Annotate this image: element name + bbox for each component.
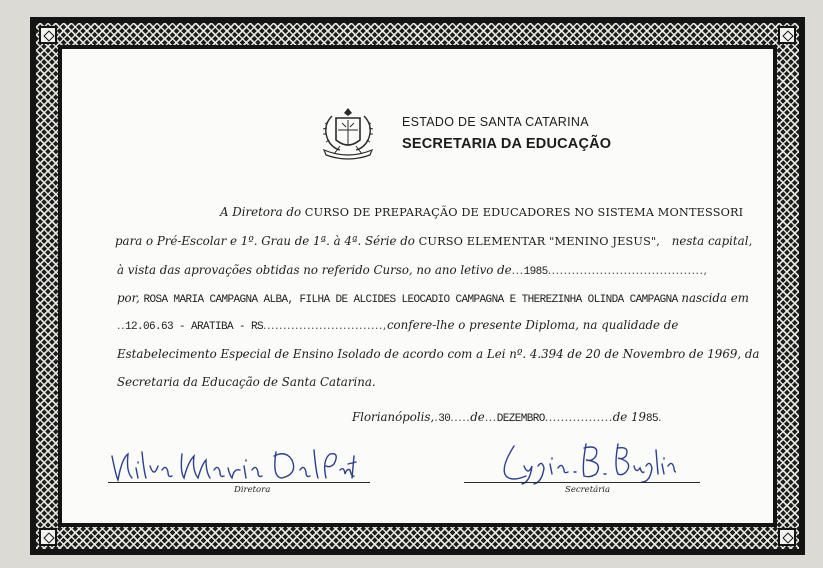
place-text: Florianópolis,	[352, 410, 435, 424]
border-corner-ornament	[39, 528, 57, 546]
por-text: por,	[117, 291, 140, 305]
date-month: DEZEMBRO	[496, 413, 545, 425]
director-label: Diretora	[234, 485, 271, 495]
course-name: CURSO DE PREPARAÇÃO DE EDUCADORES NO SISTEMA MONTESSORI	[304, 206, 744, 219]
date-line: Florianópolis,.30.....de...DEZEMBRO.................de 1985.	[352, 410, 663, 425]
diploma-line-7: Secretaria da Educação de Santa Catarina.	[117, 375, 376, 389]
secretary-signature-icon	[496, 438, 676, 486]
school-year: 1985	[523, 266, 548, 278]
border-corner-ornament	[39, 26, 57, 44]
date-day: 30	[438, 413, 451, 425]
birth-info: 12.06.63 - ARATIBA - RS	[125, 321, 264, 333]
date-de-1: de	[470, 410, 485, 424]
diploma-line-1	[220, 205, 743, 219]
city-text: nesta capital,	[671, 234, 753, 248]
coat-of-arms-icon	[318, 106, 378, 160]
border-corner-ornament	[778, 528, 796, 546]
grade-text: para o Pré-Escolar e 1º. Grau de 1ª. à 4ª. Série do	[115, 234, 415, 248]
diploma-line-5: ..12.06.63 - ARATIBA - RS..............................,confere-lhe o presente Diploma, na qualidade de	[117, 318, 679, 333]
nascida-text: nascida em	[681, 291, 749, 305]
director-signature-line	[108, 482, 370, 483]
date-de-2: de 19	[612, 410, 647, 424]
conferral-text: confere-lhe o presente Diploma, na qualidade de	[386, 318, 679, 332]
secretary-label: Secretária	[565, 485, 611, 495]
state-title: ESTADO DE SANTA CATARINA	[402, 115, 589, 129]
secretary-signature-line	[464, 482, 700, 483]
secretaria-title: SECRETARIA DA EDUCAÇÃO	[402, 136, 612, 152]
approval-text: à vista das aprovações obtidas no referido Curso, no ano letivo de	[117, 263, 512, 277]
diploma-line-6: Estabelecimento Especial de Ensino Isolado de acordo com a Lei nº. 4.394 de 20 de Novembro de 1969, da	[117, 347, 760, 361]
diploma-line-3: à vista das aprovações obtidas no referido Curso, no ano letivo de...1985.......................................,	[117, 263, 708, 278]
intro-text: A Diretora do	[220, 205, 302, 219]
border-corner-ornament	[778, 26, 796, 44]
school-name: CURSO ELEMENTAR "MENINO JESUS",	[418, 235, 661, 248]
diploma-line-2	[115, 234, 752, 248]
diploma-line-4	[117, 291, 749, 306]
graduate-name: ROSA MARIA CAMPAGNA ALBA, FILHA DE ALCIDES LEOCADIO CAMPAGNA E THEREZINHA OLINDA CAMPAGNA	[143, 294, 678, 306]
date-year: 85	[646, 413, 659, 425]
